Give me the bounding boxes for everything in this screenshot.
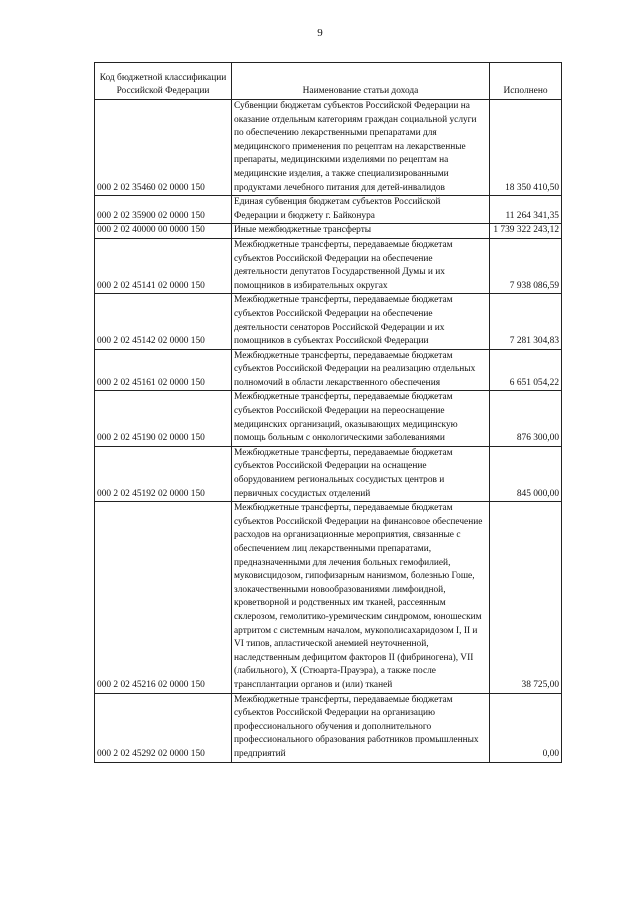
row-code: 000 2 02 45292 02 0000 150 (95, 693, 232, 762)
row-name: Субвенции бюджетам субъектов Российской Федерации на оказание отдельным категориям граждан социальной услуги по обеспечению лекарственными препаратами для медицинского применения по рецептам на лекарственные препараты, медицинскими изделиями по рецептам на медицинские изделия, а также специализированными продуктами лечебного питания для детей-инвалидов (232, 100, 490, 196)
row-amount: 1 739 322 243,12 (490, 224, 562, 239)
row-code: 000 2 02 45192 02 0000 150 (95, 446, 232, 501)
table-row (95, 294, 562, 349)
row-code: 000 2 02 45216 02 0000 150 (95, 502, 232, 693)
row-amount: 11 264 341,35 (490, 196, 562, 224)
row-code: 000 2 02 45161 02 0000 150 (95, 349, 232, 391)
row-code: 000 2 02 45190 02 0000 150 (95, 391, 232, 446)
row-name: Иные межбюджетные трансферты (232, 224, 490, 239)
row-amount: 876 300,00 (490, 391, 562, 446)
page-number: 9 (317, 27, 323, 39)
row-code: 000 2 02 35900 02 0000 150 (95, 196, 232, 224)
header-amount: Исполнено (490, 63, 562, 100)
row-name: Межбюджетные трансферты, передаваемые бюджетам субъектов Российской Федерации на обеспечение деятельности депутатов Государственной Думы и их помощников в избирательных округах (232, 238, 490, 293)
table-row (95, 693, 562, 762)
table-row (95, 238, 562, 293)
row-amount: 6 651 054,22 (490, 349, 562, 391)
row-name: Межбюджетные трансферты, передаваемые бюджетам субъектов Российской Федерации на обеспечение деятельности сенаторов Российской Федерации и их помощников в субъектах Российской Федерации (232, 294, 490, 349)
row-name: Единая субвенция бюджетам субъектов Российской Федерации и бюджету г. Байконура (232, 196, 490, 224)
row-amount: 7 281 304,83 (490, 294, 562, 349)
row-amount: 18 350 410,50 (490, 100, 562, 196)
row-name: Межбюджетные трансферты, передаваемые бюджетам субъектов Российской Федерации на реализацию отдельных полномочий в области лекарственного обеспечения (232, 349, 490, 391)
row-code: 000 2 02 40000 00 0000 150 (95, 224, 232, 239)
row-name: Межбюджетные трансферты, передаваемые бюджетам субъектов Российской Федерации на переоснащение медицинских организаций, оказывающих медицинскую помощь больным с онкологическими заболеваниями (232, 391, 490, 446)
row-name: Межбюджетные трансферты, передаваемые бюджетам субъектов Российской Федерации на оснащение оборудованием региональных сосудистых центров и первичных сосудистых отделений (232, 446, 490, 501)
row-code: 000 2 02 35460 02 0000 150 (95, 100, 232, 196)
table-row (95, 224, 562, 239)
row-code: 000 2 02 45142 02 0000 150 (95, 294, 232, 349)
row-amount: 38 725,00 (490, 502, 562, 693)
table-row (95, 196, 562, 224)
row-amount: 0,00 (490, 693, 562, 762)
revenue-table (94, 62, 562, 763)
row-name: Межбюджетные трансферты, передаваемые бюджетам субъектов Российской Федерации на организацию профессионального обучения и дополнительного профессионального образования работников промышленных предприятий (232, 693, 490, 762)
table-header-row (95, 63, 562, 100)
row-amount: 845 000,00 (490, 446, 562, 501)
table-row (95, 502, 562, 693)
row-amount: 7 938 086,59 (490, 238, 562, 293)
table-row (95, 349, 562, 391)
table-row (95, 391, 562, 446)
table-row (95, 100, 562, 196)
table-row (95, 446, 562, 501)
header-code: Код бюджетной классификации Российской Федерации (95, 63, 232, 100)
header-name: Наименование статьи дохода (232, 63, 490, 100)
row-name: Межбюджетные трансферты, передаваемые бюджетам субъектов Российской Федерации на финансовое обеспечение расходов на организационные мероприятия, связанные с обеспечением лиц лекарственными препаратами, предназначенными для лечения больных гемофилией, муковисцидозом, гипофизарным нанизмом, болезнью Гоше, злокачественными новообразованиями лимфоидной, кроветворной и родственных им тканей, рассеянным склерозом, гемолитико-уремическим синдромом, юношеским артритом с системным началом, мукополисахаридозом I, II и VI типов, апластической анемией неуточненной, наследственным дефицитом факторов II (фибриногена), VII (лабильного), X (Стюарта-Прауэра), а также после трансплантации органов и (или) тканей (232, 502, 490, 693)
row-code: 000 2 02 45141 02 0000 150 (95, 238, 232, 293)
